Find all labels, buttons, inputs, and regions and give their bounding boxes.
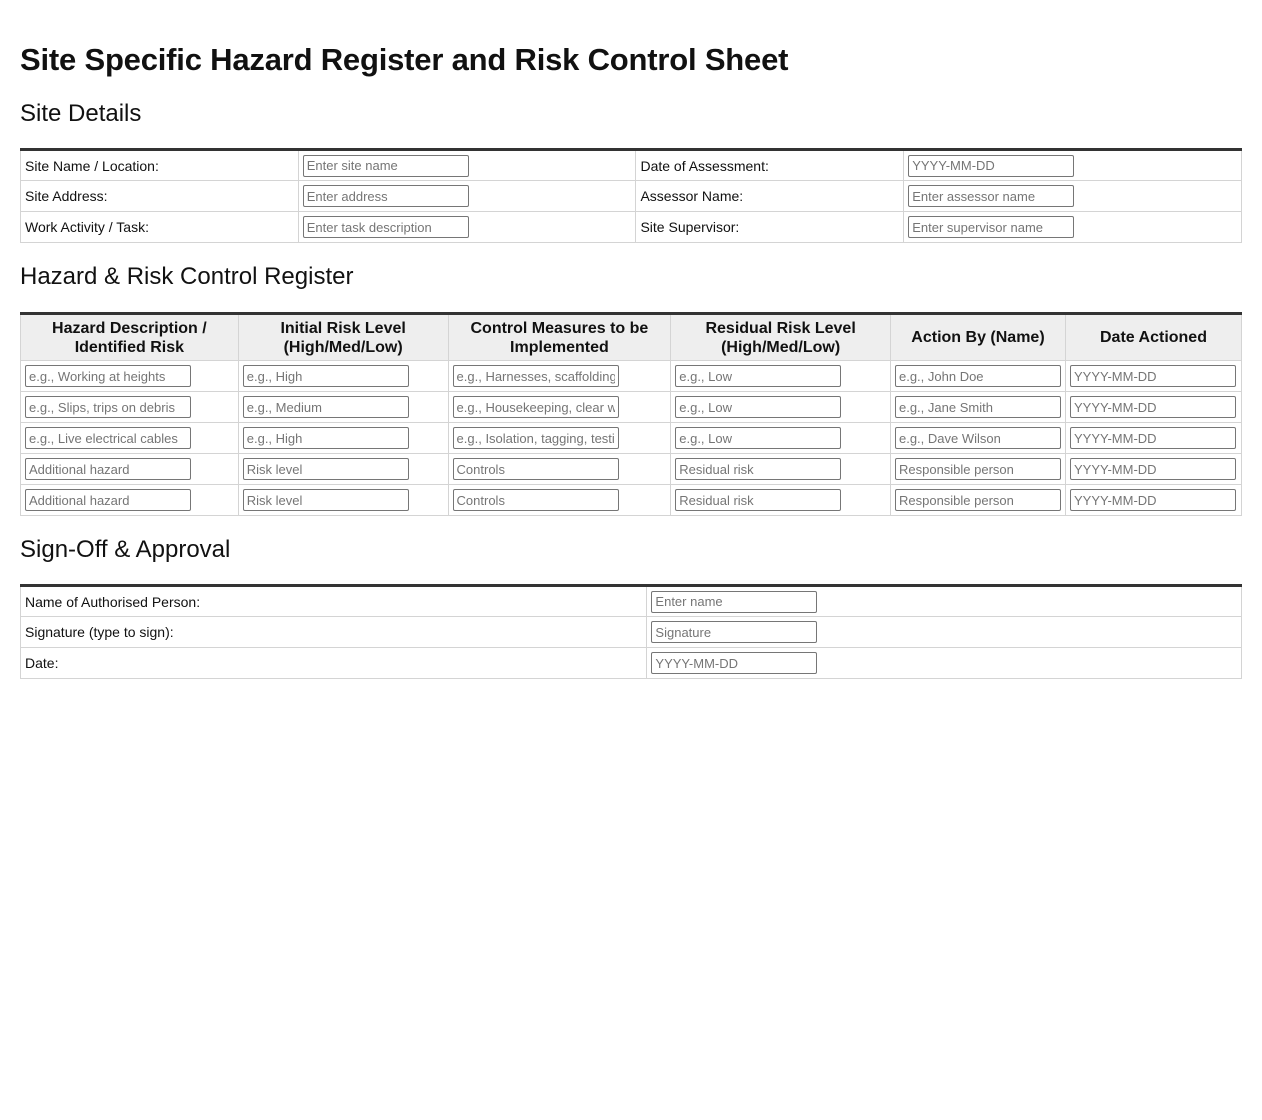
date-actioned-cell (1065, 485, 1241, 516)
date-actioned-input[interactable] (1070, 458, 1236, 480)
signature-cell (647, 617, 1242, 648)
column-header-initial-risk: Initial Risk Level (High/Med/Low) (238, 314, 448, 361)
control-measures-input[interactable] (453, 365, 619, 387)
residual-risk-input[interactable] (675, 396, 841, 418)
site-address-label: Site Address: (21, 181, 299, 212)
initial-risk-cell (238, 485, 448, 516)
table-row (21, 485, 1242, 516)
work-activity-input[interactable] (303, 216, 469, 238)
residual-risk-input[interactable] (675, 489, 841, 511)
table-row (21, 392, 1242, 423)
initial-risk-input[interactable] (243, 365, 409, 387)
site-address-input[interactable] (303, 185, 469, 207)
action-by-cell (890, 392, 1065, 423)
column-header-date-actioned: Date Actioned (1065, 314, 1241, 361)
work-activity-cell (298, 212, 636, 243)
table-row (21, 454, 1242, 485)
action-by-input[interactable] (895, 396, 1061, 418)
residual-risk-cell (671, 361, 891, 392)
control-measures-input[interactable] (453, 489, 619, 511)
authorised-person-cell (647, 586, 1242, 617)
signoff-table (20, 584, 1242, 679)
table-row (21, 361, 1242, 392)
residual-risk-cell (671, 485, 891, 516)
signoff-row (21, 648, 1242, 679)
control-measures-cell (448, 423, 671, 454)
action-by-input[interactable] (895, 427, 1061, 449)
initial-risk-input[interactable] (243, 427, 409, 449)
hazard-cell (21, 361, 239, 392)
assessment-date-input[interactable] (908, 155, 1074, 177)
initial-risk-input[interactable] (243, 489, 409, 511)
action-by-cell (890, 485, 1065, 516)
signoff-date-label: Date: (21, 648, 647, 679)
register-heading: Hazard & Risk Control Register (20, 263, 354, 290)
site-details-heading: Site Details (20, 100, 142, 127)
site-supervisor-input[interactable] (908, 216, 1074, 238)
date-actioned-input[interactable] (1070, 396, 1236, 418)
signoff-row (21, 617, 1242, 648)
register-header-row (21, 314, 1242, 361)
control-measures-cell (448, 392, 671, 423)
action-by-input[interactable] (895, 365, 1061, 387)
signature-input[interactable] (651, 621, 817, 643)
assessment-date-cell (904, 150, 1242, 181)
action-by-cell (890, 454, 1065, 485)
assessment-date-label: Date of Assessment: (636, 150, 904, 181)
assessor-name-label: Assessor Name: (636, 181, 904, 212)
control-measures-input[interactable] (453, 427, 619, 449)
column-header-control-measures: Control Measures to be Implemented (448, 314, 671, 361)
control-measures-cell (448, 361, 671, 392)
authorised-person-input[interactable] (651, 591, 817, 613)
initial-risk-input[interactable] (243, 458, 409, 480)
column-header-residual-risk: Residual Risk Level (High/Med/Low) (671, 314, 891, 361)
hazard-input[interactable] (25, 427, 191, 449)
assessor-name-cell (904, 181, 1242, 212)
hazard-input[interactable] (25, 489, 191, 511)
column-header-action-by: Action By (Name) (890, 314, 1065, 361)
date-actioned-input[interactable] (1070, 489, 1236, 511)
action-by-input[interactable] (895, 489, 1061, 511)
initial-risk-cell (238, 392, 448, 423)
signoff-row (21, 586, 1242, 617)
date-actioned-input[interactable] (1070, 427, 1236, 449)
control-measures-input[interactable] (453, 396, 619, 418)
hazard-cell (21, 392, 239, 423)
date-actioned-cell (1065, 423, 1241, 454)
hazard-cell (21, 423, 239, 454)
site-address-cell (298, 181, 636, 212)
residual-risk-cell (671, 392, 891, 423)
control-measures-cell (448, 485, 671, 516)
hazard-input[interactable] (25, 365, 191, 387)
hazard-cell (21, 454, 239, 485)
date-actioned-cell (1065, 361, 1241, 392)
residual-risk-input[interactable] (675, 427, 841, 449)
site-details-table (20, 148, 1242, 243)
site-supervisor-cell (904, 212, 1242, 243)
site-details-row (21, 181, 1242, 212)
hazard-cell (21, 485, 239, 516)
hazard-input[interactable] (25, 458, 191, 480)
site-details-row (21, 212, 1242, 243)
site-name-label: Site Name / Location: (21, 150, 299, 181)
control-measures-input[interactable] (453, 458, 619, 480)
initial-risk-input[interactable] (243, 396, 409, 418)
action-by-input[interactable] (895, 458, 1061, 480)
assessor-name-input[interactable] (908, 185, 1074, 207)
control-measures-cell (448, 454, 671, 485)
residual-risk-input[interactable] (675, 365, 841, 387)
residual-risk-input[interactable] (675, 458, 841, 480)
authorised-person-label: Name of Authorised Person: (21, 586, 647, 617)
page-title: Site Specific Hazard Register and Risk Control Sheet (20, 42, 789, 77)
site-name-cell (298, 150, 636, 181)
action-by-cell (890, 423, 1065, 454)
signoff-date-input[interactable] (651, 652, 817, 674)
date-actioned-input[interactable] (1070, 365, 1236, 387)
action-by-cell (890, 361, 1065, 392)
signoff-date-cell (647, 648, 1242, 679)
table-row (21, 423, 1242, 454)
residual-risk-cell (671, 454, 891, 485)
signature-label: Signature (type to sign): (21, 617, 647, 648)
date-actioned-cell (1065, 454, 1241, 485)
signoff-heading: Sign-Off & Approval (20, 536, 231, 563)
initial-risk-cell (238, 423, 448, 454)
hazard-input[interactable] (25, 396, 191, 418)
work-activity-label: Work Activity / Task: (21, 212, 299, 243)
initial-risk-cell (238, 361, 448, 392)
column-header-hazard: Hazard Description / Identified Risk (21, 314, 239, 361)
site-supervisor-label: Site Supervisor: (636, 212, 904, 243)
date-actioned-cell (1065, 392, 1241, 423)
site-details-row (21, 150, 1242, 181)
hazard-register-table (20, 312, 1242, 516)
site-name-input[interactable] (303, 155, 469, 177)
initial-risk-cell (238, 454, 448, 485)
residual-risk-cell (671, 423, 891, 454)
